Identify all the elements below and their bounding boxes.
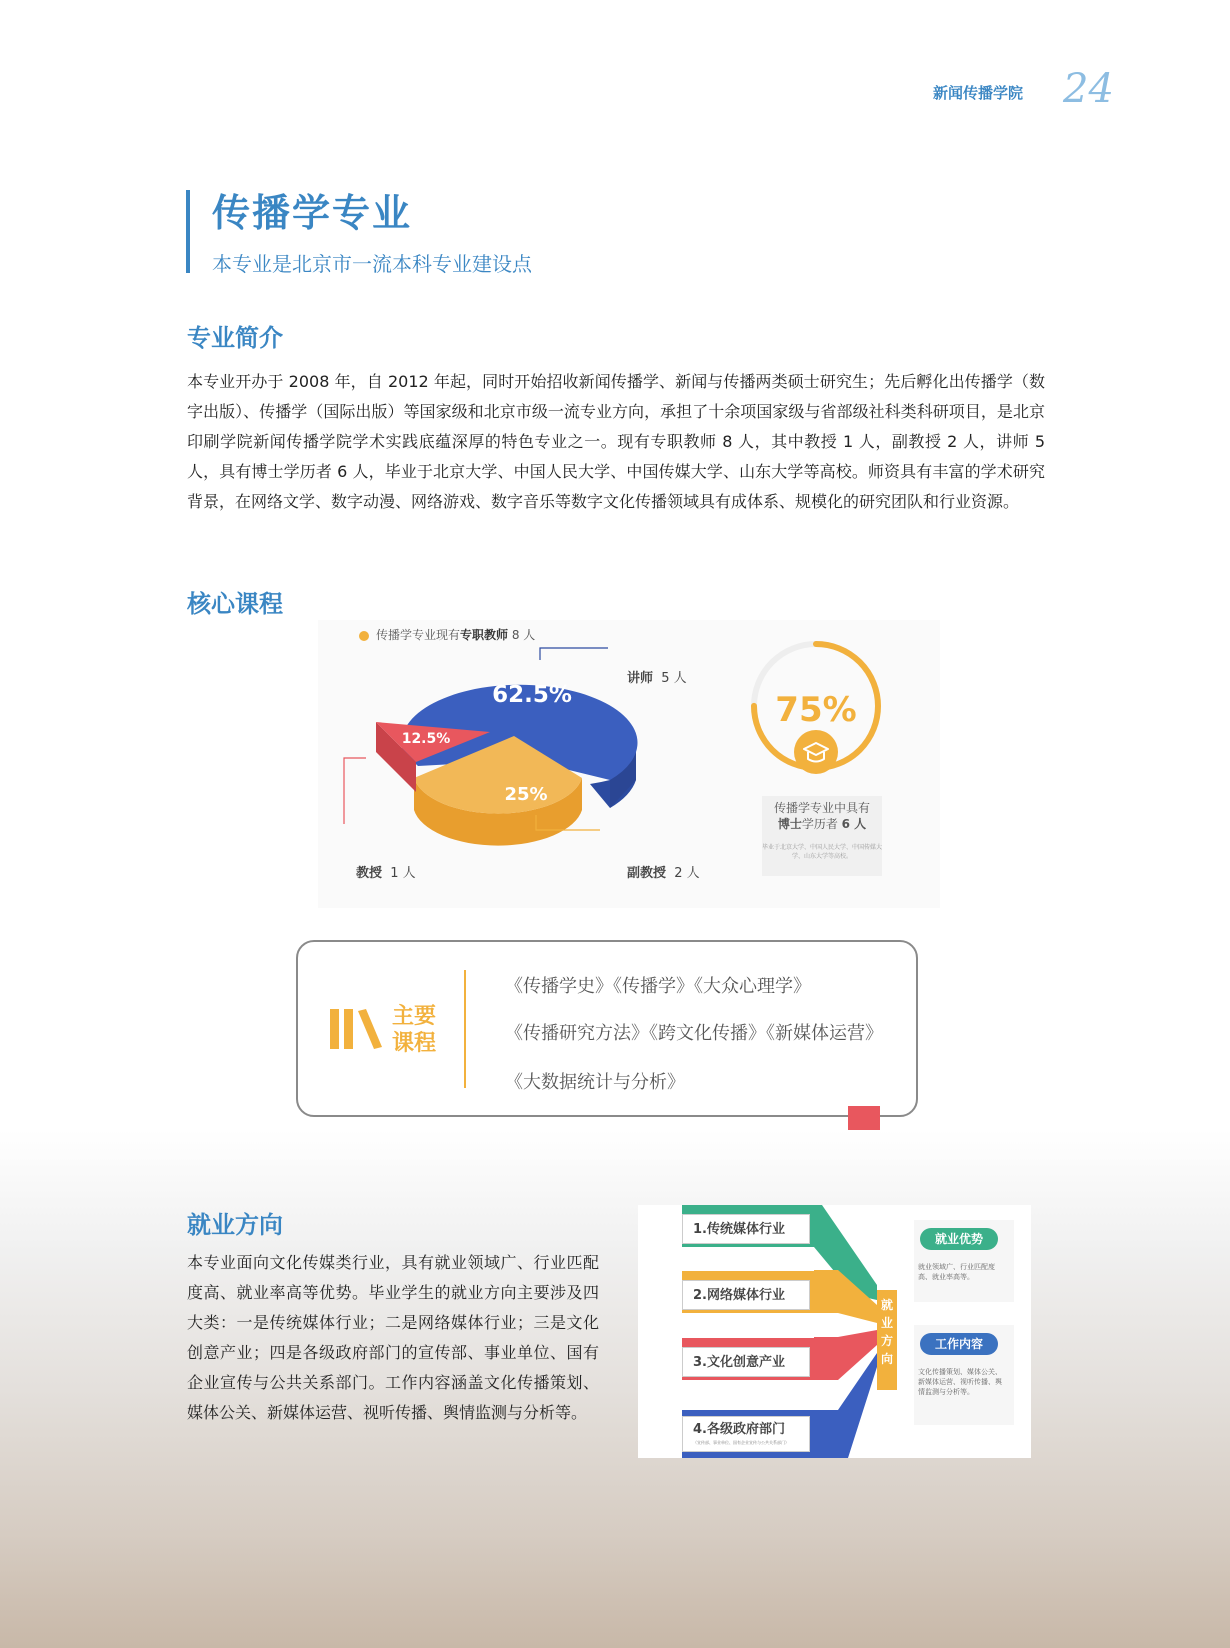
flow-item-4-sub: （宣传部、事业单位、国有企业宣传与公共关系部门） xyxy=(693,1440,789,1445)
page-title: 传播学专业 xyxy=(212,191,413,235)
phd-note: 毕业于北京大学、中国人民大学、中国传媒大学、山东大学等高校。 xyxy=(762,844,883,860)
section-heading-core: 核心课程 xyxy=(187,590,283,618)
advantage-pill: 就业优势 xyxy=(920,1228,998,1250)
flow-item-2: 2.网络媒体行业 xyxy=(682,1280,810,1310)
books-icon xyxy=(330,1007,382,1051)
label-assoc-professor: 副教授 2 人 xyxy=(627,866,700,881)
flow-hub xyxy=(877,1290,897,1390)
flow-item-3: 3.文化创意产业 xyxy=(682,1347,810,1377)
pct-label-prof: 12.5% xyxy=(401,731,451,747)
flow-hub-label: 就业方向 xyxy=(881,1298,894,1366)
work-content-pill: 工作内容 xyxy=(920,1333,998,1355)
college-name: 新闻传播学院 xyxy=(933,84,1024,102)
courses-divider xyxy=(464,970,466,1088)
main-courses-label: 主要 课程 xyxy=(392,1004,437,1056)
jobs-paragraph: 本专业面向文化传媒类行业，具有就业领域广、行业匹配度高、就业率高等优势。毕业学生的就业方向主要涉及四大类：一是传统媒体行业；二是网络媒体行业；三是文化创意产业；四是各级政府部门的宣传部、事业单位、国有企业宣传与公共关系部门。工作内容涵盖文化传播策划、媒体公关、新媒体运营、视听传播、舆情监测与分析等。 xyxy=(187,1253,599,1422)
faculty-legend: 传播学专业现有专职教师 8 人 xyxy=(376,628,536,642)
course-line-3: 《大数据统计与分析》 xyxy=(505,1072,685,1093)
pct-label-lecturer: 62.5% xyxy=(492,682,572,708)
pct-label-assoc-prof: 25% xyxy=(504,784,548,805)
intro-paragraph: 本专业开办于 2008 年，自 2012 年起，同时开始招收新闻传播学、新闻与传播两类硕士研究生；先后孵化出传播学（数字出版）、传播学（国际出版）等国家级和北京市级一流专业方向，承担了十余项国家级与省部级社科类科研项目，是北京印刷学院新闻传播学院学术实践底蕴深厚的特色专业之一。现有专职教师 8 人，其中教授 1 人，副教授 2 人，讲师 5 人，具有博士学历者 6 人，毕业于北京大学、中国人民大学、中国传媒大学、山东大学等高校。师资具有丰富的学术研究背景，在网络文学、数字动漫、网络游戏、数字音乐等数字文化传播领域具有成体系、规模化的研究团队和行业资源。 xyxy=(187,372,1045,511)
label-professor: 教授 1 人 xyxy=(356,866,416,881)
advantage-text: 就业领域广、行业匹配度高、就业率高等。 xyxy=(918,1263,995,1281)
leader-line-prof xyxy=(344,758,366,824)
graduation-cap-badge xyxy=(794,730,838,774)
phd-caption: 传播学专业中具有 博士学历者 6 人 xyxy=(773,801,870,831)
course-line-1: 《传播学史》《传播学》《大众心理学》 xyxy=(505,976,811,997)
flow-item-4: 4.各级政府部门 （宣传部、事业单位、国有企业宣传与公共关系部门） xyxy=(682,1416,810,1452)
title-accent-bar xyxy=(186,190,190,273)
label-lecturer: 讲师 5 人 xyxy=(627,671,687,686)
page-subtitle: 本专业是北京市一流本科专业建设点 xyxy=(212,252,532,276)
flow-item-1: 1.传统媒体行业 xyxy=(682,1214,810,1244)
leader-line-lecturer xyxy=(540,648,608,660)
section-heading-intro: 专业简介 xyxy=(187,324,283,352)
course-line-2: 《传播研究方法》《跨文化传播》《新媒体运营》 xyxy=(505,1023,883,1044)
page-number: 24 xyxy=(1063,66,1114,112)
section-heading-jobs: 就业方向 xyxy=(187,1211,283,1239)
ring-percent: 75% xyxy=(775,690,857,730)
work-content-text: 文化传播策划、媒体公关、新媒体运营、视听传播、舆情监测与分析等。 xyxy=(918,1368,1002,1396)
class-photo-background xyxy=(0,1130,1230,1648)
